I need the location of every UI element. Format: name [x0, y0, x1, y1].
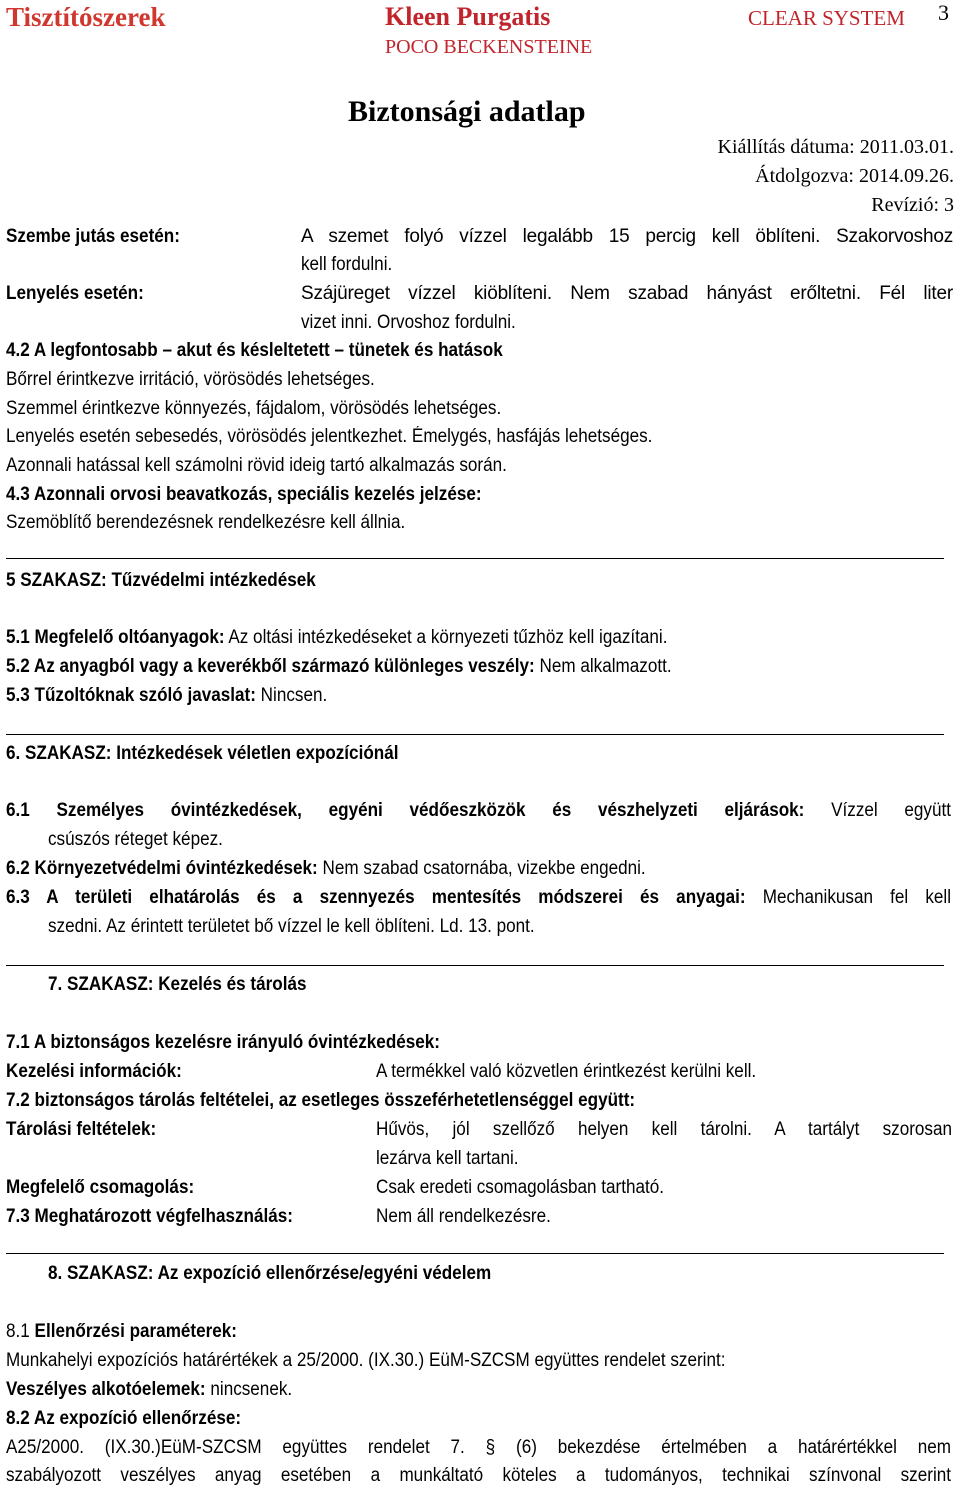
swallow-label: Lenyelés esetén:	[6, 283, 144, 304]
section-6-heading: 6. SZAKASZ: Intézkedések véletlen expozíciónál	[6, 743, 399, 764]
text-4-2-immediate: Azonnali hatással kell számolni rövid ideig tartó alkalmazás során.	[6, 455, 507, 476]
text-4-2-skin: Bőrrel érintkezve irritáció, vörösödés lehetséges.	[6, 369, 375, 390]
components-label: Veszélyes alkotóelemek:	[6, 1379, 206, 1400]
divider	[6, 734, 944, 735]
text-6-3	[6, 887, 951, 909]
handling-label: Kezelési információk:	[6, 1061, 182, 1082]
label-6-1: 6.1 Személyes óvintézkedések, egyéni védőeszközök és vészhelyzeti eljárások:	[6, 800, 805, 821]
text-8-2-line2-content: szabályozott veszélyes anyag esetében a munkáltató köteles a tudományos, technikai színvonal szerint	[6, 1465, 951, 1486]
divider	[6, 965, 944, 966]
text-8-1-limits: Munkahelyi expozíciós határértékek a 25/2000. (IX.30.) EüM-SZCSM együttes rendelet szerint:	[6, 1350, 726, 1371]
text-8-2-line1	[6, 1437, 951, 1459]
label-6-2: 6.2 Környezetvédelmi óvintézkedések:	[6, 858, 318, 879]
document-title: Biztonsági adatlap	[348, 95, 586, 128]
heading-4-2: 4.2 A legfontosabb – akut és késleltetett – tünetek és hatások	[6, 340, 503, 361]
text-5-1	[6, 627, 667, 649]
text-6-1-line1	[6, 800, 951, 822]
heading-7-1: 7.1 A biztonságos kezelésre irányuló óvintézkedések:	[6, 1032, 440, 1053]
text-8-2-line1-content: A25/2000. (IX.30.)EüM-SZCSM együttes rendelet 7. § (6) bekezdése értelmében a határértékkel nem	[6, 1437, 951, 1458]
packaging-text: Csak eredeti csomagolásban tartható.	[376, 1177, 665, 1198]
text-6-3-line1	[6, 887, 951, 909]
text-6-2	[6, 858, 646, 880]
text-4-2-swallow: Lenyelés esetén sebesedés, vörösödés jelentkezhet. Émelygés, hasfájás lehetséges.	[6, 426, 653, 447]
heading-4-3: 4.3 Azonnali orvosi beavatkozás, speciális kezelés jelzése:	[6, 484, 482, 505]
page-number: 3	[938, 0, 949, 25]
issue-date: Kiállítás dátuma: 2011.03.01.	[717, 136, 954, 158]
text-8-2-line2	[6, 1465, 951, 1487]
revision: Revízió: 3	[871, 194, 954, 216]
handling-text: A termékkel való közvetlen érintkezést kerülni kell.	[376, 1061, 757, 1082]
text-4-3: Szemöblítő berendezésnek rendelkezésre kell állnia.	[6, 512, 406, 533]
end-use-text: Nem áll rendelkezésre.	[376, 1206, 551, 1227]
text-6-3-line2: szedni. Az érintett területet bő vízzel le kell öblíteni. Ld. 13. pont.	[48, 916, 535, 937]
label-5-2: 5.2 Az anyagból vagy a keverékből származó különleges veszély:	[6, 656, 535, 677]
text-5-3	[6, 685, 327, 707]
storage-label: Tárolási feltételek:	[6, 1119, 157, 1140]
value-6-3: Mechanikusan fel kell	[745, 887, 951, 908]
label-5-1: 5.1 Megfelelő oltóanyagok:	[6, 627, 225, 648]
divider	[6, 1253, 944, 1254]
heading-8-1-label: Ellenőrzési paraméterek:	[34, 1321, 237, 1342]
divider	[6, 558, 944, 559]
packaging-label: Megfelelő csomagolás:	[6, 1177, 195, 1198]
components-value: nincsenek.	[205, 1379, 293, 1400]
heading-8-1-number: 8.1	[6, 1321, 35, 1342]
section-8-heading: 8. SZAKASZ: Az expozíció ellenőrzése/egyéni védelem	[48, 1263, 492, 1284]
heading-8-2: 8.2 Az expozíció ellenőrzése:	[6, 1408, 242, 1429]
swallow-text-line1: Szájüreget vízzel kiöblíteni. Nem szabad hányást erőltetni. Fél liter	[301, 283, 953, 304]
value-5-3: Nincsen.	[255, 685, 328, 706]
brand-left: Tisztítószerek	[6, 2, 166, 32]
swallow-text	[301, 283, 953, 305]
revised-date: Átdolgozva: 2014.09.26.	[755, 165, 954, 187]
brand-right: CLEAR SYSTEM	[748, 6, 905, 30]
heading-8-1	[6, 1321, 237, 1343]
value-5-2: Nem alkalmazott.	[534, 656, 672, 677]
value-6-1: Vízzel együtt	[804, 800, 951, 821]
eye-contact-label: Szembe jutás esetén:	[6, 226, 180, 247]
value-5-1: Az oltási intézkedéseket a környezeti tűzhöz kell igazítani.	[224, 627, 668, 648]
storage-text-line2: lezárva kell tartani.	[376, 1148, 519, 1169]
eye-contact-text-line2: kell fordulni.	[301, 254, 393, 275]
text-8-1-components	[6, 1379, 292, 1401]
heading-7-2: 7.2 biztonságos tárolás feltételei, az esetleges összeférhetetlenséggel együtt:	[6, 1090, 636, 1111]
section-7-heading: 7. SZAKASZ: Kezelés és tárolás	[48, 974, 307, 995]
label-5-3: 5.3 Tűzoltóknak szóló javaslat:	[6, 685, 256, 706]
label-6-3: 6.3 A területi elhatárolás és a szennyezés mentesítés módszerei és anyagai:	[6, 887, 746, 908]
swallow-text-line2: vizet inni. Orvoshoz fordulni.	[301, 312, 516, 333]
text-4-2-eye: Szemmel érintkezve könnyezés, fájdalom, vörösödés lehetséges.	[6, 398, 502, 419]
eye-contact-text	[301, 226, 953, 248]
brand-center: Kleen Purgatis	[385, 2, 551, 31]
storage-text	[376, 1119, 952, 1141]
storage-text-line1: Hűvös, jól szellőző helyen kell tárolni. A tartályt szorosan	[376, 1119, 952, 1140]
end-use-label: 7.3 Meghatározott végfelhasználás:	[6, 1206, 293, 1227]
value-6-2: Nem szabad csatornába, vizekbe engedni.	[317, 858, 646, 879]
text-5-2	[6, 656, 672, 678]
text-6-1	[6, 800, 951, 822]
text-6-1-line2: csúszós réteget képez.	[48, 829, 223, 850]
eye-contact-text-line1: A szemet folyó vízzel legalább 15 percig kell öblíteni. Szakorvoshoz	[301, 226, 953, 247]
brand-center-sub: POCO BECKENSTEINE	[385, 36, 593, 58]
section-5-heading: 5 SZAKASZ: Tűzvédelmi intézkedések	[6, 570, 316, 591]
